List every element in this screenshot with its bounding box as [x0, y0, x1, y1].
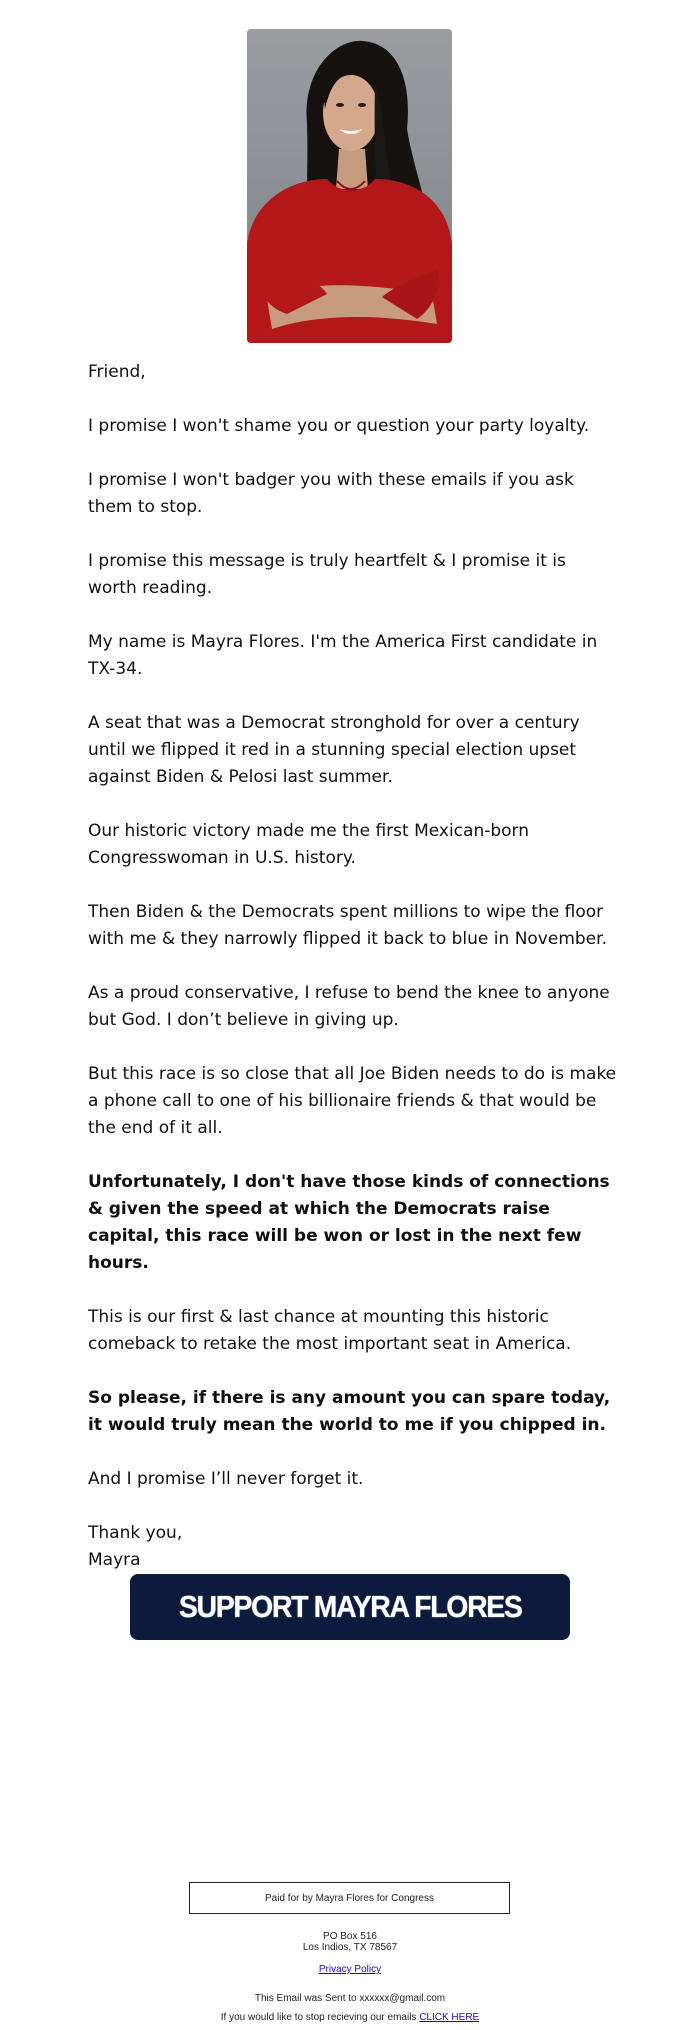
paragraph: Then Biden & the Democrats spent millions to wipe the floor with me & they narrowly flipped it back to blue in November.: [88, 902, 607, 949]
support-button[interactable]: [130, 1574, 570, 1640]
paragraph: This is our first & last chance at mounting this historic comeback to retake the most important seat in America.: [88, 1307, 572, 1354]
paragraph: I promise this message is truly heartfelt & I promise it is worth reading.: [88, 551, 566, 598]
unsubscribe-text: If you would like to stop recieving our emails: [220, 2012, 417, 2023]
candidate-photo: [247, 29, 452, 343]
sent-to-notice: [0, 1993, 700, 2004]
mailing-address: [0, 1931, 700, 1953]
letter-body: [88, 359, 618, 1574]
sent-to-text: This Email was Sent to xxxxxx@gmail.com: [254, 1993, 446, 2004]
paragraph: My name is Mayra Flores. I'm the America First candidate in TX-34.: [88, 632, 598, 679]
paragraph: Our historic victory made me the first Mexican-born Congresswoman in U.S. history.: [88, 821, 530, 868]
paragraph: And I promise I’ll never forget it.: [88, 1469, 364, 1489]
signature: Mayra: [88, 1550, 141, 1570]
unsubscribe-row: [0, 2012, 700, 2023]
closing: Thank you,: [88, 1523, 183, 1543]
greeting: Friend,: [88, 362, 146, 382]
address-line: PO Box 516: [323, 1931, 377, 1942]
paid-for-text: Paid for by Mayra Flores for Congress: [265, 1892, 434, 1904]
address-line: Los Indios, TX 78567: [302, 1942, 398, 1953]
bold-paragraph: Unfortunately, I don't have those kinds of connections & given the speed at which the Democrats raise capital, this race will be won or lost in the next few hours.: [88, 1172, 610, 1273]
paid-for-disclaimer: [189, 1882, 510, 1914]
paragraph: But this race is so close that all Joe Biden needs to do is make a phone call to one of his billionaire friends & that would be the end of it all.: [88, 1064, 617, 1138]
unsubscribe-link[interactable]: CLICK HERE: [419, 2012, 480, 2023]
paragraph: A seat that was a Democrat stronghold for over a century until we flipped it red in a stunning special election upset against Biden & Pelosi last summer.: [88, 713, 580, 787]
support-button-label: SUPPORT MAYRA FLORES: [178, 1589, 522, 1624]
paragraph: I promise I won't badger you with these emails if you ask them to stop.: [88, 470, 574, 517]
paragraph: I promise I won't shame you or question your party loyalty.: [88, 416, 590, 436]
bold-paragraph: So please, if there is any amount you can spare today, it would truly mean the world to me if you chipped in.: [88, 1388, 611, 1435]
paragraph: As a proud conservative, I refuse to bend the knee to anyone but God. I don’t believe in giving up.: [88, 983, 610, 1030]
privacy-row: [0, 1964, 700, 1975]
privacy-policy-link[interactable]: Privacy Policy: [318, 1964, 382, 1975]
